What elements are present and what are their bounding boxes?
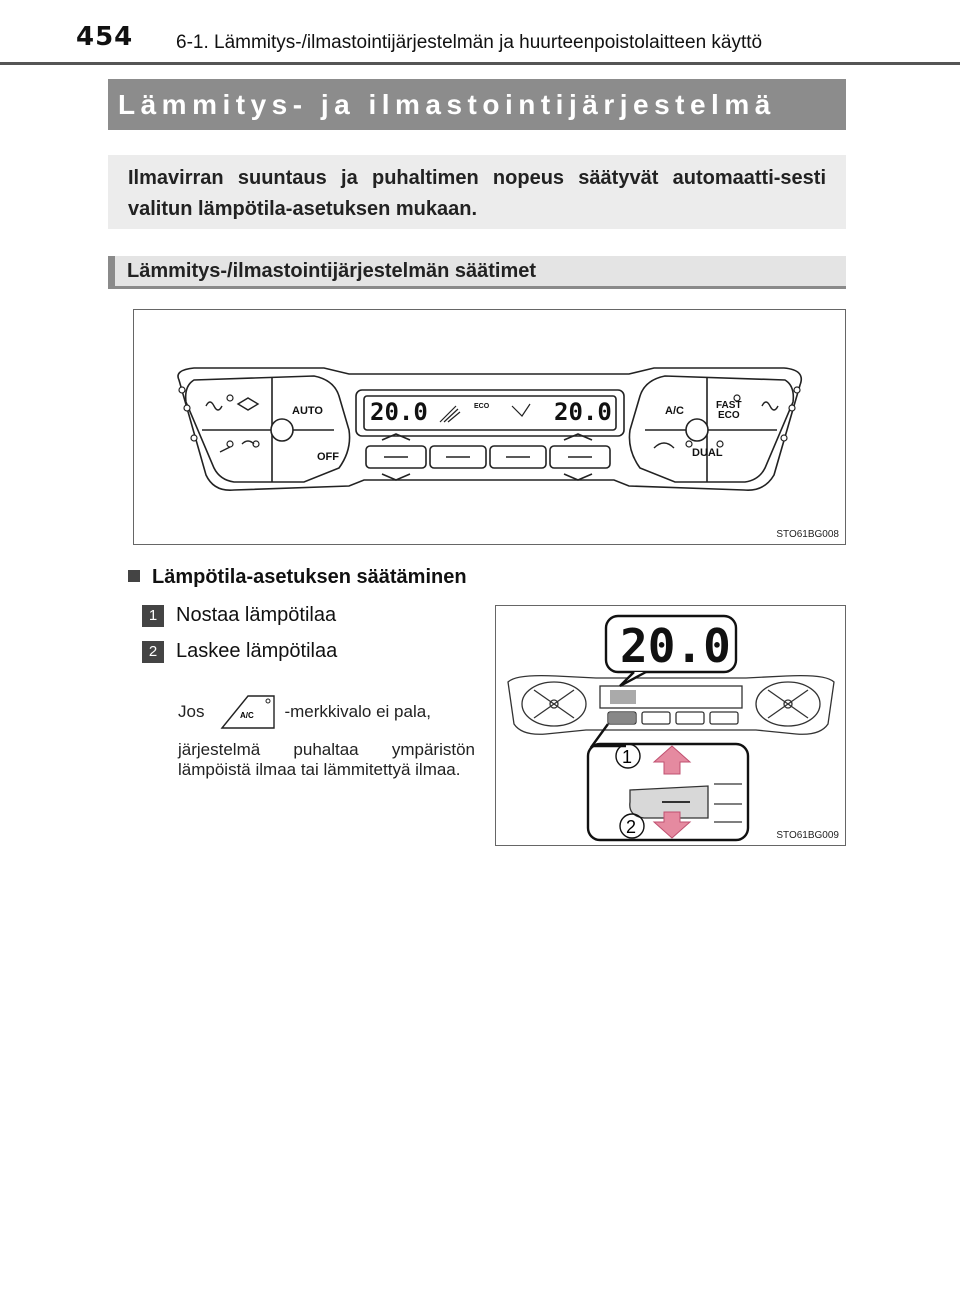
figure1-code: STO61BG008 <box>776 529 839 540</box>
display-eco-label: ECO <box>474 403 490 410</box>
fast-label: FAST <box>716 400 742 411</box>
section-heading: Lämmitys-/ilmastointijärjestelmän säätimet <box>108 256 846 289</box>
off-label: OFF <box>317 451 339 463</box>
control-panel-figure <box>133 309 846 545</box>
control-panel-illustration <box>134 310 845 544</box>
left-temp-display: 20.0 <box>370 398 428 426</box>
step-1 <box>142 604 336 627</box>
note-after: -merkkivalo ei pala, <box>284 702 431 721</box>
note-rest: järjestelmä puhaltaa ympäristön lämpöistä ilmaa tai lämmitettyä ilmaa. <box>178 740 475 779</box>
subsection-heading: Lämpötila-asetuksen säätäminen <box>128 566 467 589</box>
zoomed-temp-display: 20.0 <box>620 619 731 673</box>
step-number-2: 2 <box>142 641 164 663</box>
callout-1: 1 <box>622 747 633 767</box>
callout-2: 2 <box>626 817 637 837</box>
step-2-text: Laskee lämpötilaa <box>176 640 338 662</box>
step-number-1: 1 <box>142 605 164 627</box>
temperature-adjust-illustration <box>496 606 845 845</box>
ac-note <box>178 690 475 780</box>
right-temp-display: 20.0 <box>554 398 612 426</box>
page-title: Lämmitys- ja ilmastointijärjestelmä <box>108 79 846 130</box>
svg-text:A/C: A/C <box>240 711 255 720</box>
dual-label: DUAL <box>692 447 723 459</box>
running-header: 6-1. Lämmitys-/ilmastointijärjestelmän ja huurteenpoistolaitteen käyttö <box>176 32 763 53</box>
step-2 <box>142 640 337 663</box>
figure2-code: STO61BG009 <box>776 830 839 841</box>
ac-label: A/C <box>665 405 684 417</box>
header-rule <box>0 62 960 65</box>
step-1-text: Nostaa lämpötilaa <box>176 604 337 626</box>
auto-label: AUTO <box>292 405 323 417</box>
note-before: Jos <box>178 702 205 721</box>
square-bullet-icon <box>128 570 140 582</box>
temperature-adjust-figure <box>495 605 846 846</box>
ac-button-icon <box>218 692 278 732</box>
eco-label: ECO <box>718 410 740 421</box>
intro-text: Ilmavirran suuntaus ja puhaltimen nopeus säätyvät automaatti-sesti valitun lämpötila-asetuksen mukaan. <box>108 155 846 229</box>
page-number: 454 <box>76 22 134 52</box>
